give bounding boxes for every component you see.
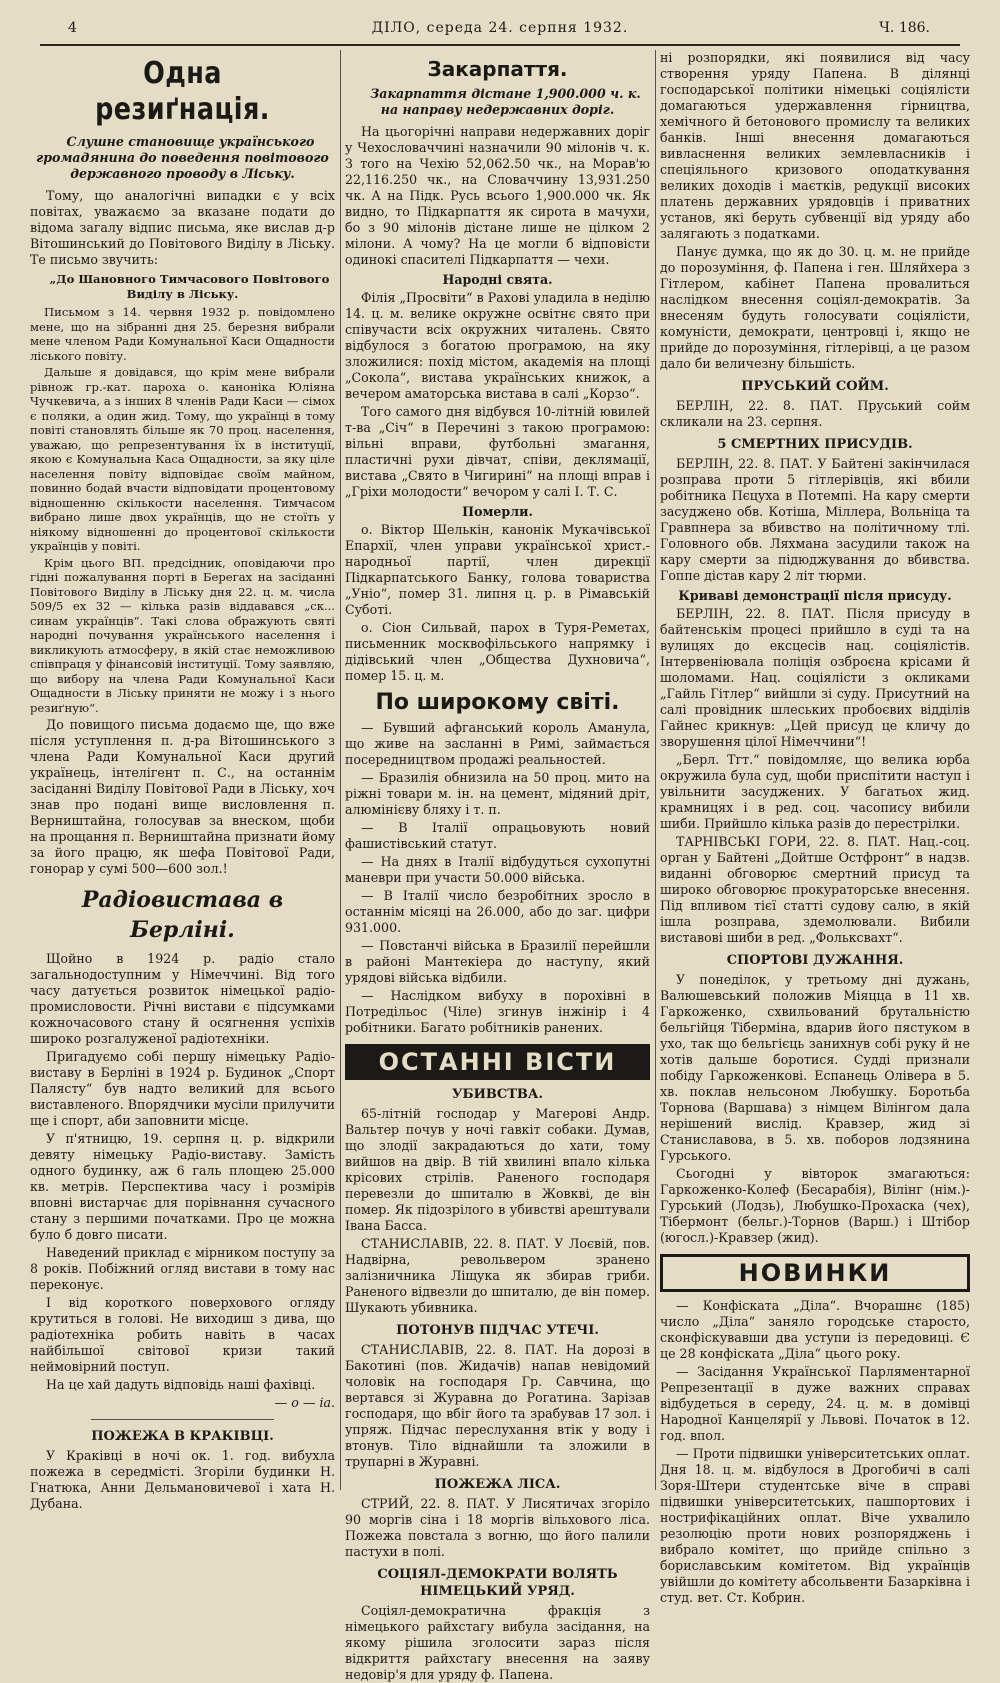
article-paragraph: СТАНИСЛАВІВ, 22. 8. ПАТ. На дорозі в Бакотині (пов. Жидачів) напав невідомий чоловік на господаря Гр. Савчина, що вертався зі Журавна до Рогатина. Зарізав господаря, що вбіг його та зрабував 17 зол. і упряж. Підчас переслухання втік у воду і втонув. Тіло віднайшли та зложили в трупарні в Журавні.: [345, 1342, 650, 1469]
subheading-demonstrations: Криваві демонстрації після присуду.: [678, 588, 952, 603]
subheading-death-sentences: 5 СМЕРТНИХ ПРИСУДІВ.: [717, 437, 913, 452]
page-header: [40, 14, 960, 46]
news-item: — Бувший афганський король Аманула, що живе на засланні в Римі, займається посередництвом продажі реальностей.: [345, 720, 650, 767]
article-title-fire-krakivtsi: ПОЖЕЖА В КРАКІВЦІ.: [91, 1429, 274, 1444]
article-paragraph: Пригадуємо собі першу німецьку Радіо-виставу в Берліні в 1924 р. Будинок „Спорт Палясту“ був надто великий для всього виставленого. Впорядчики мусіли прилучити ще і спорт, аби заповнити місце.: [30, 1049, 335, 1128]
article-title-world: По широкому світі.: [375, 690, 620, 715]
section-title-news: НОВИНКИ: [660, 1254, 970, 1292]
article-paragraph: І від короткого поверхового огляду крутиться в голові. Не виходиш з дива, що радіотехніка робить навіть в часах найбільшої світової кризи такий неймовірний поступ.: [30, 1295, 335, 1374]
article-paragraph: Тому, що аналогічні випадки є у всіх повітах, уважаємо за вказане подати до відома загалу відпис письма, яке вислав д-р Вітошинський до Повітового Виділу в Ліську. Те письмо звучить:: [30, 188, 335, 267]
column-1: [30, 50, 335, 1511]
article-paragraph: БЕРЛІН, 22. 8. ПАТ. Після присуду в байтенськім процесі прийшло в суді та на вулицях до ексцесів нац. соціялістів. Інтервеніювала поліція озброєна крісами й шоломами. Нац. соціялісти з окликами „Гайль Гітлер“ вийшли зі суду. Присутний на салі провідник шлеських пробоєвих відділів Гайнес крикнув: „Цей присуд це кличу до зворушення цілої Німеччини“!: [660, 606, 970, 749]
article-paragraph: о. Віктор Шелькін, канонік Мукачівської Епархії, член управи української христ.-народньої партії, член дирекції Підкарпатського Банку, голова товариства „Уніо“, помер 31. липня ц. р. в Рімавській Суботі.: [345, 522, 650, 617]
subheading-forest-fire: ПОЖЕЖА ЛІСА.: [434, 1477, 561, 1492]
letter-address: „До Шановного Тимчасового Повітового Виділу в Ліську.: [49, 272, 330, 301]
masthead: ДІЛО, середа 24. серпня 1932.: [371, 20, 629, 36]
article-title-zakarpattia: Закарпаття.: [427, 57, 568, 81]
news-item: — В Італії число безробітних зросло в останнім місяці на 26.000, або до заг. цифри 931.000.: [345, 888, 650, 935]
article-paragraph: о. Сіон Сильвай, парох в Туря-Реметах, письменник москвофільського напрямку і дідівський член „Общества Духновича“, помер 15. ц. м.: [345, 620, 650, 683]
article-paragraph: Сьогодні у вівторок змагаються: Гаркоженко-Колеф (Бесарабія), Вілінг (нім.)-Гурський (Лодзь), Любушко-Прохаска (чех), Тібермонт (бельг.)-Торнов (Варш.) і Штібор (югосл.)-Кравзер (жид).: [660, 1166, 970, 1245]
news-item: — Проти підвишки університетських оплат. Дня 18. ц. м. відбулося в Дрогобичі в салі Зоря-Штери студентське віче в справі підвишки університетських, пашпортових і нострифікаційних оплат. Віче ухвалило резолюцію проти нових розпоряджень і вибрало комітет, що прийде спільно з бориславським комітетом. Від українців увійшли до комітету абсольвенти Базарківна і студ. вет. Ст. Кобрин.: [660, 1446, 970, 1605]
subheading-social-democrats: СОЦІЯЛ-ДЕМОКРАТИ ВОЛЯТЬ НІМЕЦЬКИЙ УРЯД.: [377, 1567, 618, 1599]
subheading-sport: СПОРТОВІ ДУЖАННЯ.: [726, 953, 904, 968]
article-paragraph: Щойно в 1924 р. радіо стало загальнодоступним у Німеччині. Від того часу датується розвиток німецької радіо-промисловости. Річні вистави є підсумками кожночасового стану й осягнення успіхів широко розгалуженої радіотехніки.: [30, 951, 335, 1046]
page-number: 4: [68, 20, 77, 36]
news-item: — Бразилія обнизила на 50 проц. мито на ріжні товари м. ін. на цемент, мідяний дріт, алюмінієву бляху і т. п.: [345, 770, 650, 817]
news-item: — Конфіската „Діла“. Вчорашнє (185) число „Діла“ заняло городське старосто, сконфіскувавши два уступи із передовиці. Є це 28 конфіската „Діла“ цього року.: [660, 1298, 970, 1361]
article-paragraph: СТРИЙ, 22. 8. ПАТ. У Лисятичах згоріло 90 моргів сіна і 18 моргів вільхового ліса. Пожежа повстала з вогню, що його палили пастухи в полі.: [345, 1496, 650, 1559]
subheading-died: Померли.: [462, 504, 533, 519]
article-paragraph: ТАРНІВСЬКІ ГОРИ, 22. 8. ПАТ. Нац.-соц. орган у Байтені „Дойтше Остфронт“ в надзв. виданні обговорює смертний присуд та широко обговорює прокураторське внесення. Під впливом тієї статті судову салю, в якій ішла розправа, здемолювали. Вибили виставові шиби в ред. „Фольксвахт“.: [660, 834, 970, 945]
subheading-prussian-diet: ПРУСЬКИЙ СОЙМ.: [741, 379, 889, 394]
article-paragraph: БЕРЛІН, 22. 8. ПАТ. У Байтені закінчилася розправа проти 5 гітлерівців, які вбили робітника Пєцуха в Потемпі. На кару смерти засуджено обв. Котіша, Міллера, Вольніца та Гравпнера за вбивство на політичному тлі. Головного обв. Ляхмана засудили також на кару смерти за підюджування до вбивства. Гоппе дістав кару 2 літ тюрми.: [660, 456, 970, 583]
subheading-drowned: ПОТОНУВ ПІДЧАС УТЕЧІ.: [396, 1323, 599, 1338]
news-item: — В Італії опрацьовують новий фашистівський статут.: [345, 820, 650, 851]
news-item: — Повстанчі війська в Бразилії перейшли в районі Мантекіера до наступу, який урядові війська відбили.: [345, 938, 650, 985]
column-3: [660, 50, 970, 1605]
section-divider: [91, 1419, 274, 1420]
article-title-resignation: Одна резиґнація.: [95, 56, 270, 127]
article-paragraph: Соціял-демократична фракція з німецького райхстагу вибула засідання, на якому рішила зголосити зараз після відкриття райхстагу внесення на заяву недовір'я для уряду ф. Папена.: [345, 1603, 650, 1682]
issue-number: Ч. 186.: [879, 20, 930, 36]
subheading-festivals: Народні свята.: [442, 272, 553, 287]
article-paragraph: ні розпорядки, які появилися від часу створення уряду Папена. В ділянці господарської політики німецькі соціялісти домагаються удержавлення гірництва, хемічного й бетонового промислу та великих банків. Інші внесення домагаються вивласнення великих землевласників і спеціяльного кризового оподаткування великих доходів і маєтків, редукції високих платень державних урядовців і приватних установ, які беруть субвенції від уряду або залягають з податками.: [660, 50, 970, 241]
quoted-letter: [30, 272, 335, 715]
article-paragraph: Філія „Просвіти“ в Рахові уладила в неділю 14. ц. м. велике окружне освітнє свято при співучасти всіх окружних читалень. Свято відбулося з богатою програмою, на яку зложилися: похід містом, академія на площі „Сокола“, вистава українських книжок, а вечером аматорська вистава в салі „Корзо“.: [345, 290, 650, 401]
article-lead: Закарпаття дістане 1,900.000 ч. к. на направу недержавних доріг.: [370, 86, 641, 117]
article-paragraph: Того самого дня відбувся 10-літній ювилей т-ва „Січ“ в Перечині з такою програмою: вільні вправи, футбольні змагання, пластичні рухи дівчат, співи, деклямації, вистава „Свято в Чигирині“ на площі вправ і „Гріхи молодости“ вечором у салі І. Т. С.: [345, 404, 650, 499]
article-paragraph: На це хай дадуть відповідь наші фахівці.: [46, 1377, 316, 1392]
article-paragraph: Наведений приклад є мірником поступу за 8 років. Побіжний огляд вистави в тому нас переконує.: [30, 1245, 335, 1292]
article-title-radio: Радіовистава в Берліні.: [81, 887, 284, 943]
article-paragraph: „Берл. Тгт.“ повідомляє, що велика юрба окружила була суд, щоби приспітити наступ і увільнити засуджених. У багатьох жид. крамницях і в ред. соц. часопису вибили шиби. Прийшло кілька разів до перестрілки.: [660, 752, 970, 831]
news-item: — Засідання Української Парляментарної Репрезентації в дуже важних справах відбудеться в середу, 24. ц. м. в домівці Народної Канцелярії у Львові. Початок в 12. год. впол.: [660, 1364, 970, 1443]
article-paragraph: Панує думка, що як до 30. ц. м. не прийде до порозуміння, ф. Папена і ген. Шляйхера з Гітлером, кабінет Папена провалиться наслідком внесення соціял-демократів. За внесеням будуть голосувати соціялісти, комуністи, демократи, центровці і, якщо не прийде до порозуміння, гітлерівці, а це разом дало би величезну більшість.: [660, 244, 970, 371]
article-signature: — о — іа.: [274, 1395, 335, 1410]
news-item: — На днях в Італії відбудуться сухопутні маневри при участи 50.000 війська.: [345, 854, 650, 885]
letter-paragraph: Крім цього ВП. предсідник, оповідаючи про гідні пожалування порті в Берегах на засіданні Повітового Виділу в Ліську дня 22. ц. м. числа 509/5 ех 32 — кілька разів віддавався „ск... синам українців“. Такі слова ображують святі народні почування українського населення і викликують атмосферу, в якій стає неможливою співпраця у фінансовій інституції. Тому заявляю, що вибору на члена Ради Комунальної Каси Ощадности в Ліську приняти не можу і з нього резиґную“.: [30, 555, 335, 715]
article-paragraph: До повищого письма додаємо ще, що вже після уступлення п. д-ра Вітошинського з члена Ради Комунальної Каси другий українець, інтелігент п. С., на останнім засіданні Виділу Повітової Ради в Ліську, хоч знав про подані вище висловлення п. Верништайна, голосував за внеском, щоби на прощання п. Верништайна признати йому за його працю, як шефа Повітової Ради, гонорар у сумі 500—600 зол.!: [30, 717, 335, 876]
letter-paragraph: Письмом з 14. червня 1932 р. повідомлено мене, що на зібранні дня 25. березня вибрали мене членом Ради Комунальної Каси Ощадности ліського повіту.: [30, 305, 335, 363]
column-rule: [655, 50, 656, 1490]
article-paragraph: У Краківці в ночі ок. 1. год. вибухла пожежа в середмісті. Згоріли будинки Н. Гнатюка, Анни Дельмановичевої і хата Н. Дубана.: [30, 1448, 335, 1511]
column-2: [345, 50, 650, 1682]
article-lead: Слушне становище українського громадянина до поведення повітового державного проводу в Ліську.: [36, 134, 329, 181]
article-paragraph: На цьогорічні направи недержавних доріг у Чехословаччині назначили 90 мілонів ч. к. З того на Чехію 52,062.50 чк., на Морав'ю 22,116.250 чк., на Словаччину 13,931.250 чк. А на Підк. Русь всього 1,900.000 чк. Як видно, то Підкарпаття як сирота в мачухи, бо з 90 мілонів дістане лише не цілком 2 мілони. А чому? На це могли б відповісти одинокі спасителі Підкарпаття — чехи.: [345, 124, 650, 267]
subheading-murders: УБИВСТВА.: [451, 1087, 544, 1102]
article-paragraph: БЕРЛІН, 22. 8. ПАТ. Пруський сойм скликали на 23. серпня.: [660, 398, 970, 429]
letter-paragraph: Дальше я довідався, що крім мене вибрали рівнож гр.-кат. пароха о. каноніка Юліяна Чучкевича, а з інших 8 членів Ради Каси — сімох є поляки, а один жид. Тому, що українці в тому повіті становлять більше як 70 проц. населення, уважаю, що репрезентування їх в інституції, якою є Комунальна Каса Ощадности, за яку ціле населення повіту відповідає своїм майном, повинно бодай вчасти відповідати процентовому відношенню скількости населення. Тимчасом вибрано лише двох українців, що не стоїть у ніякому відношенні до процентової скількости українців у повіті.: [30, 365, 335, 553]
column-rule: [340, 50, 341, 1490]
article-paragraph: У п'ятницю, 19. серпня ц. р. відкрили девяту німецьку Радіо-виставу. Замість одного будинку, аж 6 галь площею 25.000 кв. метрів. Перспектива часу і розмірів вповні вистарчає для порівнання сучасного стану з першими початками. Про це можна було б довго писати.: [30, 1131, 335, 1242]
article-paragraph: 65-літній господар у Магерові Андр. Вальтер почув у ночі гавкіт собаки. Думав, що злодії закрадаються до хати, тому вийшов на двір. В тій хвилині впало кілька крісових стрілів. Раненого господаря перевезли до шпиталю в Жовкві, де він помер. Як підозрілого в убивстві арештували Івана Басса.: [345, 1106, 650, 1233]
news-item: — Наслідком вибуху в порохівні в Потредільос (Чіле) згинув інжінір і 4 робітники. Багато робітників ранених.: [345, 988, 650, 1035]
article-paragraph: У понеділок, у третьому дні дужань, Валюшевський положив Міяцца в 11 хв. Гаркоженко, схвильований брутальністю бельгійця Тіберміна, вдарив його пястуком в ухо, так що бельгієць заниxнув собі руку й не хотів дальше боротися. Судді признали побіду Гаркоженкові. Еспанець Олівера в 5. хв. поклав нельсоном Любушку. Боротьба Торнова (Варшава) з німцем Вілінгом дала нерішений вислід. Кравзер, жид зі Станиславова, в 5. хв. поборов лодзянина Гурського.: [660, 972, 970, 1163]
section-title-latest-news: ОСТАННІ ВІСТИ: [345, 1044, 650, 1080]
article-paragraph: СТАНИСЛАВІВ, 22. 8. ПАТ. У Лоєвій, пов. Надвірна, револьвером зранено залізничника Ліщука як збирав гриби. Раненого відвезли до шпиталю, де він помер. Шукають убивника.: [345, 1236, 650, 1315]
